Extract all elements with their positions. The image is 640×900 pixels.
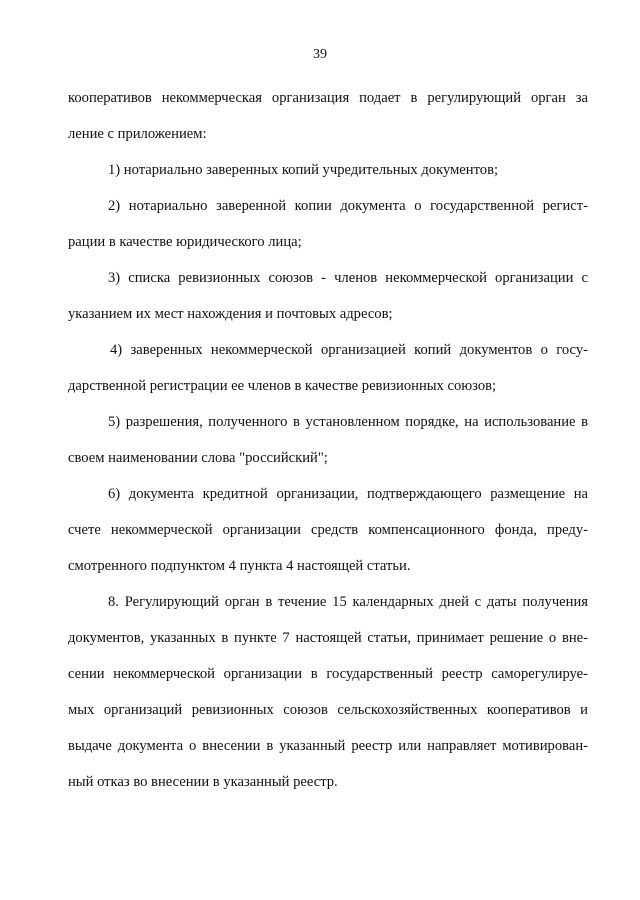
text-line: 4) заверенных некоммерческой организацией копий документов о госу- — [110, 342, 588, 358]
text-line: сении некоммерческой организации в государственный реестр саморегулируе- — [68, 666, 588, 682]
text-line: 2) нотариально заверенной копии документа о государственной регист- — [108, 198, 588, 214]
text-line: документов, указанных в пункте 7 настоящей статьи, принимает решение о вне- — [68, 630, 588, 646]
text-line: дарственной регистрации ее членов в качестве ревизионных союзов; — [68, 378, 497, 394]
text-line: счете некоммерческой организации средств компенсационного фонда, преду- — [68, 522, 588, 538]
text-line: мых организаций ревизионных союзов сельскохозяйственных кооперативов и — [68, 702, 588, 718]
text-line: смотренного подпунктом 4 пункта 4 настоящей статьи. — [68, 558, 411, 574]
text-line: 3) списка ревизионных союзов - членов некоммерческой организации с — [108, 270, 588, 286]
text-line: 5) разрешения, полученного в установленном порядке, на использование в — [108, 414, 588, 430]
text-line: ный отказ во внесении в указанный реестр. — [68, 774, 338, 790]
text-line: указанием их мест нахождения и почтовых адресов; — [68, 306, 393, 322]
text-line: 8. Регулирующий орган в течение 15 календарных дней с даты получения — [108, 594, 588, 610]
text-line: 1) нотариально заверенных копий учредительных документов; — [108, 162, 499, 178]
text-line: 6) документа кредитной организации, подтверждающего размещение на — [108, 486, 588, 502]
text-line: ление с приложением: — [68, 126, 207, 142]
text-line: своем наименовании слова "российский"; — [68, 450, 328, 466]
page-number: 39 — [313, 47, 327, 62]
text-line: рации в качестве юридического лица; — [68, 234, 302, 250]
text-line: выдаче документа о внесении в указанный реестр или направляет мотивирован- — [68, 738, 588, 754]
text-line: кооперативов некоммерческая организация подает в регулирующий орган за — [68, 90, 588, 106]
